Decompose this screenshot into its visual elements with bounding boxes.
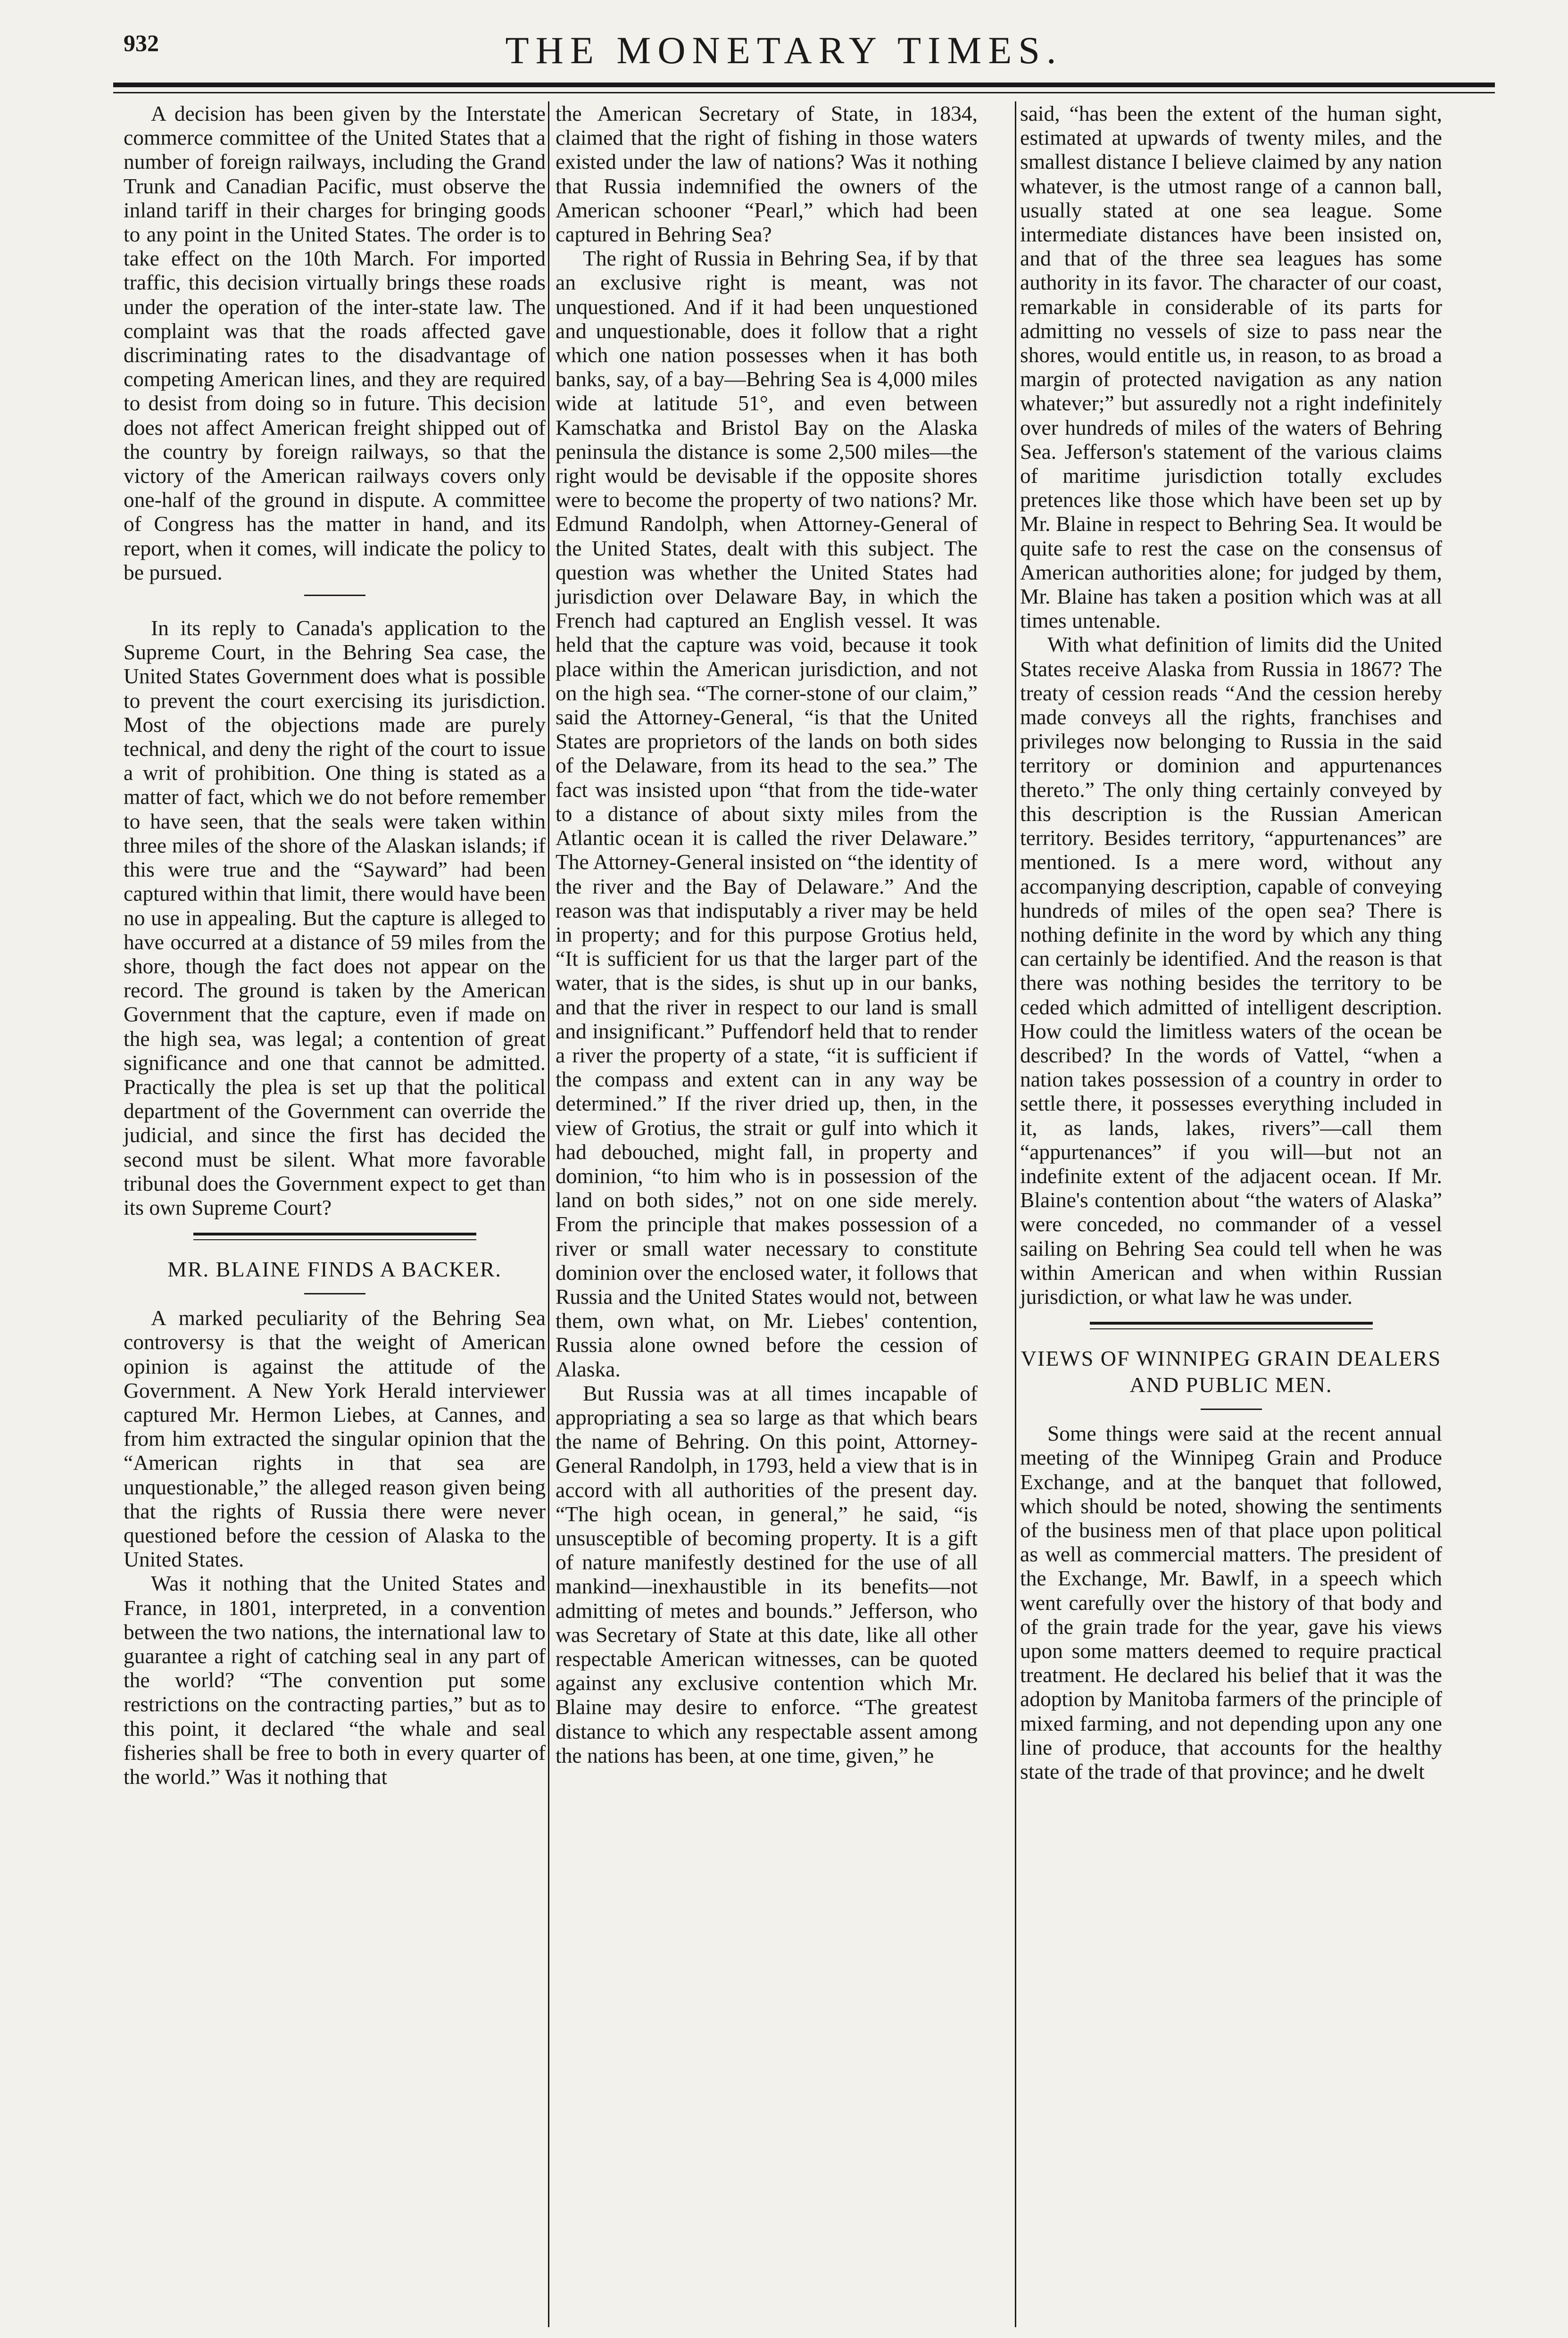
article-blaine-paragraph: With what definition of limits did the United States receive Alaska from Russia in 1867? The treaty of cession reads “And the cession hereby made conveys all the rights, franchises and privileges now belonging to Russia in the said territory or dominion and appurtenances thereto.” The only thing certainly conveyed by this description is the Russian American territory. Besides territory, “appurtenances” are mentioned. Is a mere word, without any accompanying description, capable of conveying hundreds of miles of the open sea? There is nothing definite in the word by which any thing can certainly be identified. And the reason is that there was nothing besides the territory to be ceded which admitted of intelligent description. How could the limitless waters of the ocean be described? In the words of Vattel, “when a nation takes possession of a country in order to settle there, it possesses everything included in it, as lands, lakes, rivers”—call them “appurtenances” if you will—but not an indefinite extent of the adjacent ocean. If Mr. Blaine's contention about “the waters of Alaska” were conceded, no commander of a vessel sailing on Behring Sea could tell when he was within American and when within Russian jurisdiction, or what law he was under. [1020,632,1442,1309]
column-divider [548,101,549,2327]
masthead-rule-thin [113,92,1495,93]
article-winnipeg-paragraph: Some things were said at the recent annual meeting of the Winnipeg Grain and Produce Exchange, and at the banquet that followed, which should be noted, showing the sentiments of the business men of that place upon political as well as commercial matters. The president of the Exchange, Mr. Bawlf, in a speech which went carefully over the history of that body and of the grain trade for the year, gave his views upon some matters deemed to require practical treatment. He declared his belief that it was the adoption by Manitoba farmers of the principle of mixed farming, and not depending upon any one line of produce, that accounts for the healthy state of the trade of that province; and he dwelt [1020,1421,1442,1783]
section-rule [1090,1322,1373,1325]
section-rule [193,1233,476,1235]
separator-rule [304,1293,365,1294]
masthead-title: THE MONETARY TIMES. [505,29,1063,72]
column-3 [1020,101,1442,1783]
heading-blaine-backer: MR. BLAINE FINDS A BACKER. [167,1257,502,1282]
article-blaine-paragraph: But Russia was at all times incapable of appropriating a sea so large as that which bears the name of Behring. On this point, Attorney-General Randolph, in 1793, held a view that is in accord with all authorities of the present day. “The high ocean, in general,” he said, “is unsusceptible of becoming property. It is a gift of nature manifestly destined for the use of all mankind—inexhaustible in its benefits—not admitting of metes and bounds.” Jefferson, who was Secretary of State at this date, like all other respectable American witnesses, can be quoted against any exclusive contention which Mr. Blaine may desire to enforce. “The greatest distance to which any respectable assent among the nations has been, at one time, given,” he [556,1381,978,1767]
article-interstate-railways: A decision has been given by the Interstate commerce committee of the United States that a number of foreign railways, including the Grand Trunk and Canadian Pacific, must observe the inland tariff in their charges for bringing goods to any point in the United States. The order is to take effect on the 10th March. For imported traffic, this decision virtually brings these roads under the operation of the inter-state law. The complaint was that the roads affected gave discriminating rates to the disadvantage of competing American lines, and they are required to desist from doing so in future. This decision does not affect American freight shipped out of the country by foreign railways, so that the victory of the American railways covers only one-half of the ground in dispute. A committee of Congress has the matter in hand, and its report, when it comes, will indicate the policy to be pursued. [124,101,546,584]
article-blaine-paragraph: The right of Russia in Behring Sea, if by that an exclusive right is meant, was not unquestioned. And if it had been unquestioned and unquestionable, does it follow that a right which one nation possesses when it has both banks, say, of a bay—Behring Sea is 4,000 miles wide at latitude 51°, and even between Kamschatka and Bristol Bay on the Alaska peninsula the distance is some 2,500 miles—the right would be devisable if the opposite shores were to become the property of two nations? Mr. Edmund Randolph, when Attorney-General of the United States, dealt with this subject. The question was whether the United States had jurisdiction over Delaware Bay, in which the French had captured an English vessel. It was held that the capture was void, because it took place within the American jurisdiction, and not on the high sea. “The corner-stone of our claim,” said the Attorney-General, “is that the United States are proprietors of the lands on both sides of the Delaware, from its head to the sea.” The fact was insisted upon “that from the tide-water to a distance of about sixty miles from the Atlantic ocean it is called the river Delaware.” The Attorney-General insisted on “the identity of the river and the Bay of Delaware.” And the reason was that indisputably a river may be held in property; and for this purpose Grotius held, “It is sufficient for us that the larger part of the water, that is the sides, is shut up in our banks, and that the river in respect to our land is small and insignificant.” Puffendorf held that to render a river the property of a state, “it is sufficient if the compass and extent can in any way be determined.” If the river dried up, then, in the view of Grotius, the strait or gulf into which it had debouched, might fall, in property and dominion, “to him who is in possession of the land on both sides,” not on one side merely. From the principle that makes possession of a river or small water necessary to constitute dominion over the enclosed water, it follows that Russia and the United States would not, between them, own what, on Mr. Liebes' contention, Russia alone owned before the cession of Alaska. [556,246,978,1381]
masthead-rule [113,83,1495,87]
separator-rule [1201,1409,1262,1410]
article-blaine-continued: said, “has been the extent of the human sight, estimated at upwards of twenty miles, and the smallest distance I believe claimed by any nation whatever, is the utmost range of a cannon ball, usually stated at one sea league. Some intermediate distances have been insisted on, and that of the three sea leagues has some authority in its favor. The character of our coast, remarkable in considerable of its parts for admitting no vessels of size to pass near the shores, would entitle us, in reason, to as broad a margin of protected navigation as any nation whatever;” but assuredly not a right indefinitely over hundreds of miles of the waters of Behring Sea. Jefferson's statement of the various claims of maritime jurisdiction totally excludes pretences like those which have been set up by Mr. Blaine in respect to Behring Sea. It would be quite safe to rest the case on the consensus of American authorities alone; for judged by them, Mr. Blaine has taken a position which was at all times untenable. [1020,101,1442,633]
section-rule-thin [193,1239,476,1240]
section-rule-thin [1090,1328,1373,1329]
column-divider [1015,101,1016,2327]
heading-winnipeg-grain: VIEWS OF WINNIPEG GRAIN DEALERS AND PUBLIC MEN. [1020,1346,1442,1397]
article-blaine-paragraph: Was it nothing that the United States and France, in 1801, interpreted, in a convention between the two nations, the international law to guarantee a right of catching seal in any part of the world? “The convention put some restrictions on the contracting parties,” but as to this point, it declared “the whale and seal fisheries shall be free to both in every quarter of the world.” Was it nothing that [124,1571,546,1789]
column-2 [556,101,978,1767]
article-blaine-continued: the American Secretary of State, in 1834, claimed that the right of fishing in those waters existed under the law of nations? Was it nothing that Russia indemnified the owners of the American schooner “Pearl,” which had been captured in Behring Sea? [556,101,978,247]
column-1 [124,101,546,1789]
article-blaine-paragraph: A marked peculiarity of the Behring Sea controversy is that the weight of American opinion is against the attitude of the Government. A New York Herald interviewer captured Mr. Hermon Liebes, at Cannes, and from him extracted the singular opinion that the “American rights in that sea are unquestionable,” the alleged reason given being that the rights of Russia there were never questioned before the cession of Alaska to the United States. [124,1306,546,1572]
page-number: 932 [124,30,159,56]
article-behring-sea-supreme-court: In its reply to Canada's application to the Supreme Court, in the Behring Sea case, the United States Government does what is possible to prevent the court exercising its jurisdiction. Most of the objections made are purely technical, and deny the right of the court to issue a writ of prohibition. One thing is stated as a matter of fact, which we do not before remember to have seen, that the seals were taken within three miles of the shore of the Alaskan islands; if this were true and the “Sayward” had been captured within that limit, there would have been no use in appealing. But the capture is alleged to have occurred at a distance of 59 miles from the shore, though the fact does not appear on the record. The ground is taken by the American Government that the capture, even if made on the high sea, was legal; a contention of great significance and one that cannot be admitted. Practically the plea is set up that the political department of the Government can override the judicial, and since the first has decided the second must be silent. What more favorable tribunal does the Government expect to get than its own Supreme Court? [124,616,546,1219]
separator-rule [304,595,365,596]
